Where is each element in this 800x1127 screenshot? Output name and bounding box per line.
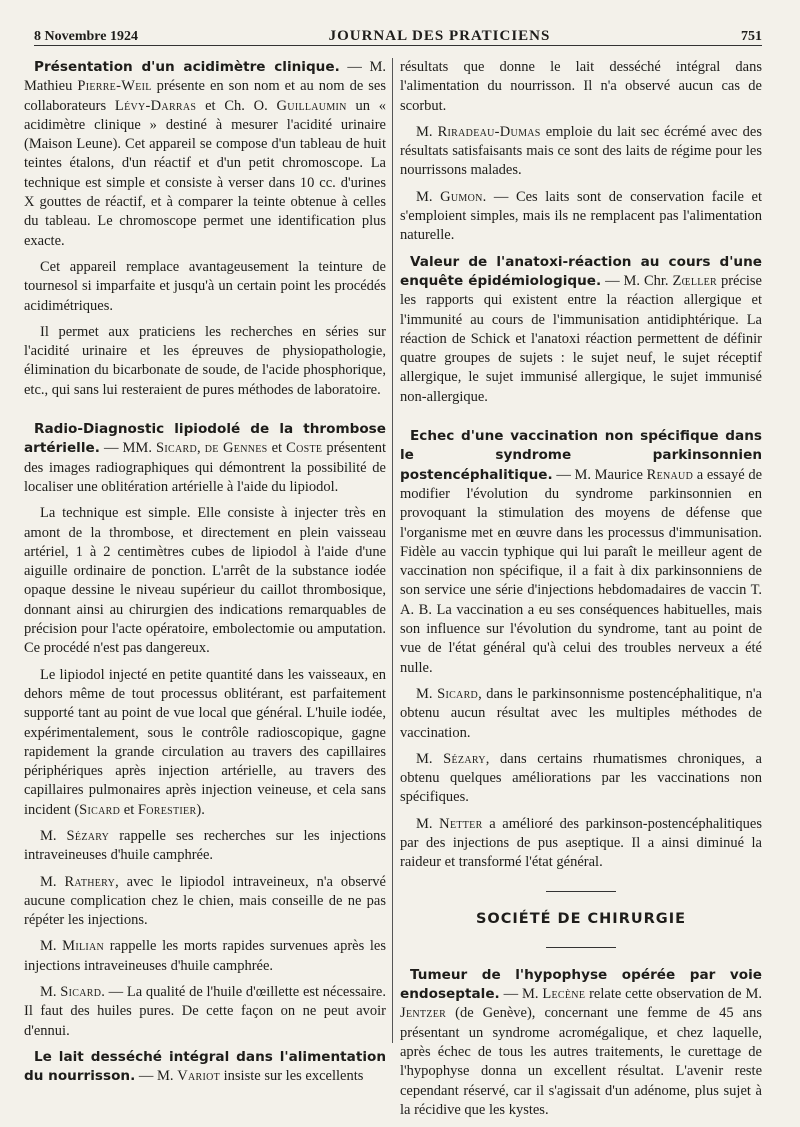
section-heading: SOCIÉTÉ DE CHIRURGIE — [475, 910, 687, 927]
author-name: Lecène — [542, 986, 586, 1003]
article-paragraph: Radio-Diagnostic lipiodolé de la thrombose artérielle. — MM. Sicard, de Gennes et Coste présentent des images radiographiques qui démontrent la possibilité de localiser une oblitération artérielle à l'aide du lipiodol. — [24, 421, 386, 495]
right-column — [400, 58, 762, 1127]
article-lait-desseche — [24, 1048, 386, 1087]
author-name: Guillaumin — [276, 97, 347, 114]
article-paragraph: M. Sicard. — La qualité de l'huile d'œillette est nécessaire. Il faut des huiles pures. De cette façon on ne peut avoir d'ennui. — [24, 984, 386, 1039]
article-paragraph: M. Netter a amélioré des parkinson-postencéphalitiques par des injections de pus aseptique. Il a ainsi diminué la raideur et transformé l'état général. — [400, 815, 762, 871]
article-paragraph: M. Sézary rappelle ses recherches sur les injections intraveineuses d'huile camphrée. — [24, 827, 386, 864]
header-date: 8 Novembre 1924 — [34, 29, 138, 44]
column-divider — [392, 58, 393, 1043]
article-paragraph: M. Gumon. — Ces laits sont de conservation facile et s'emploient simples, mais ils ne remplacent pas l'alimentation naturelle. — [400, 188, 762, 244]
author-name: Variot — [177, 1068, 221, 1085]
author-name: Lévy-Darras — [114, 97, 197, 114]
author-name: Renaud — [646, 466, 694, 483]
article-paragraph: Valeur de l'anatoxi-réaction au cours d'une enquête épidémiologique. — M. Chr. Zœller précise les rapports qui existent entre la réaction allergique et l'immunité au cours de l'immunisation antidiphtérique. La réaction de Schick et l'anatoxi réaction permettent de définir quatre groupes de sujets : le sujet neuf, le sujet réceptif allergique, le sujet immunisé allergique, le sujet immunisé non-allergique. — [400, 253, 762, 405]
article-vaccination-parkinson — [400, 427, 762, 873]
article-paragraph: Tumeur de l'hypophyse opérée par voie endoseptale. — M. Lecène relate cette observation de M. Jentzer (de Genève), concernant une femme de 45 ans présentant un syndrome acromégalique, et chez laquelle, après échec de tous les autres traitements, le curettage de l'hypophyse donna un excellent résultat. L'avenir reste cependant réservé, car il s'agissait d'un adénome, plus sujet à la récidive que les kystes. — [400, 966, 762, 1118]
page-number: 751 — [741, 29, 762, 44]
article-paragraph: Cet appareil remplace avantageusement la teinture de tournesol si imparfaite et jusqu'à un certain point les procédés acidimétriques. — [24, 258, 386, 314]
article-title: Valeur de l'anatoxi-réaction au cours d'une enquête épidémiologique. — [400, 253, 762, 289]
article-radio-diagnostic — [24, 420, 386, 1041]
author-name: Sicard — [437, 685, 479, 702]
article-title: Radio-Diagnostic lipiodolé de la thrombose artérielle. — [24, 421, 386, 457]
article-title: Tumeur de l'hypophyse opérée par voie endoseptale. — [400, 966, 762, 1003]
article-paragraph: M. Sézary, dans certains rhumatismes chroniques, a obtenu quelques améliorations par les vaccinations non spécifiques. — [400, 750, 762, 806]
article-paragraph: M. Riradeau-Dumas emploie du lait sec écrémé avec des résultats satisfaisants mais ce sont des laits de régime pour les nourrissons malades. — [400, 123, 762, 179]
article-title: Présentation d'un acidimètre clinique. — [34, 59, 340, 75]
article-title: Le lait desséché intégral dans l'alimentation du nourrisson. — [24, 1048, 386, 1085]
article-paragraph: Echec d'une vaccination non spécifique dans le syndrome parkinsonnien postencéphalitique. — M. Maurice Renaud a essayé de modifier l'évolution du syndrome parkinsonnien en provoquant la stimulation des moyens de défense que l'organisme met en œuvre dans les processus d'immunisation. Fidèle au vaccin typhique qui lui paraît le meilleur agent de vaccination non spécifique, il a fait à dix parkinsonniens de son service une série d'injections hebdomadaires de vaccin T. A. B. La vaccination a eu ses conséquences habituelles, mais son influence sur l'évolution du syndrome, tant au point de vue de l'état général qu'à celui des troubles nerveux a été nulle. — [400, 428, 763, 676]
author-name: Sézary — [66, 827, 110, 844]
page-header — [34, 17, 762, 46]
author-name: Gumon — [440, 188, 483, 205]
author-name: Sézary — [443, 750, 486, 767]
article-paragraph: Le lipiodol injecté en petite quantité dans les vaisseaux, en dehors même de tout processus oblitérant, est parfaitement supporté tant au point de vue local que général. L'huile iodée, expérimentalement, sous le contrôle radioscopique, gagne rapidement la grande circulation au travers des capillaires périphériques après injection artérielle, au travers des capillaires pulmonaires après injection veineuse, et cela sans incident (Sicard et Forestier). — [24, 666, 386, 818]
article-paragraph: M. Rathery, avec le lipiodol intraveineux, n'a observé aucune complication chez le chien, mais conseille de ne pas répéter les injections. — [24, 873, 386, 929]
article-tumeur-hypophyse — [400, 966, 762, 1120]
article-paragraph: Il permet aux praticiens les recherches en séries sur l'acidité urinaire et les épreuves de physiopathologie, élimination du bicarbonate de soude, de l'acide phosphorique, etc., qui sans lui resteraient de pures méthodes de laboratoire. — [24, 323, 386, 398]
author-name: Jentzer — [400, 1005, 447, 1022]
journal-title: JOURNAL DES PRATICIENS — [328, 28, 551, 44]
article-title: Echec d'une vaccination non spécifique dans le syndrome parkinsonnien postencéphalitique. — [400, 428, 762, 483]
article-anatoxi-reaction — [400, 253, 762, 407]
article-paragraph: M. Sicard, dans le parkinsonnisme postencéphalitique, n'a obtenu aucun résultat avec les multiples méthodes de vaccination. — [400, 685, 762, 741]
author-name: Riradeau-Dumas — [437, 123, 541, 140]
article-paragraph: résultats que donne le lait desséché intégral dans l'alimentation du nourrisson. Il n'a observé aucun cas de scorbut. — [400, 59, 762, 114]
author-name: Sicard — [156, 440, 198, 457]
author-name: Milian — [62, 938, 105, 955]
article-acidimetre — [24, 58, 386, 400]
section-separator-bottom — [546, 947, 616, 948]
author-name: Zœller — [672, 272, 718, 289]
author-name: de Gennes — [204, 440, 268, 457]
article-lait-desseche-continued — [400, 58, 762, 246]
author-name: Rathery — [64, 873, 116, 890]
author-name: Sicard — [79, 801, 121, 818]
section-separator-top — [546, 891, 616, 892]
article-paragraph: M. Milian rappelle les morts rapides survenues après les injections intraveineuses d'huile camphrée. — [24, 938, 386, 974]
article-paragraph: La technique est simple. Elle consiste à injecter très en amont de la thrombose, et directement en plein vaisseau artériel, 1 à 2 centimètres cubes de lipiodol à l'aide d'une aiguille ordinaire de ponction. L'arrêt de la substance iodée opaque dessine le niveau supérieur du caillot thrombosique, donnant ainsi au chirurgien des indications remarquables de précision pour l'acte opératoire, embolectomie ou amputation. Ce procédé n'est pas dangereux. — [24, 505, 386, 657]
author-name: Netter — [439, 815, 483, 832]
author-name: Forestier — [137, 801, 197, 818]
article-paragraph: Présentation d'un acidimètre clinique. — M. Mathieu Pierre-Weil présente en son nom et au nom de ses collaborateurs Lévy-Darras et Ch. O. Guillaumin un « acidimètre clinique » destiné à mesurer l'acidité urinaire (Maison Leune). Cet appareil se compose d'un tableau de huit teintes étalons, d'un réactif et d'un petit chromoscope. La technique est simple et consiste à verser dans 10 cc. d'urines X gouttes de réactif, et à comparer la teinte obtenue à celles du tableau. Le chromoscope permet une identification plus exacte. — [24, 59, 386, 249]
article-paragraph: Le lait desséché intégral dans l'alimentation du nourrisson. — M. Variot insiste sur les excellents — [24, 1048, 386, 1085]
author-name: Coste — [286, 440, 323, 457]
author-name: Pierre-Weil — [77, 78, 152, 95]
author-name: Sicard — [60, 984, 102, 1001]
left-column — [24, 58, 386, 1094]
